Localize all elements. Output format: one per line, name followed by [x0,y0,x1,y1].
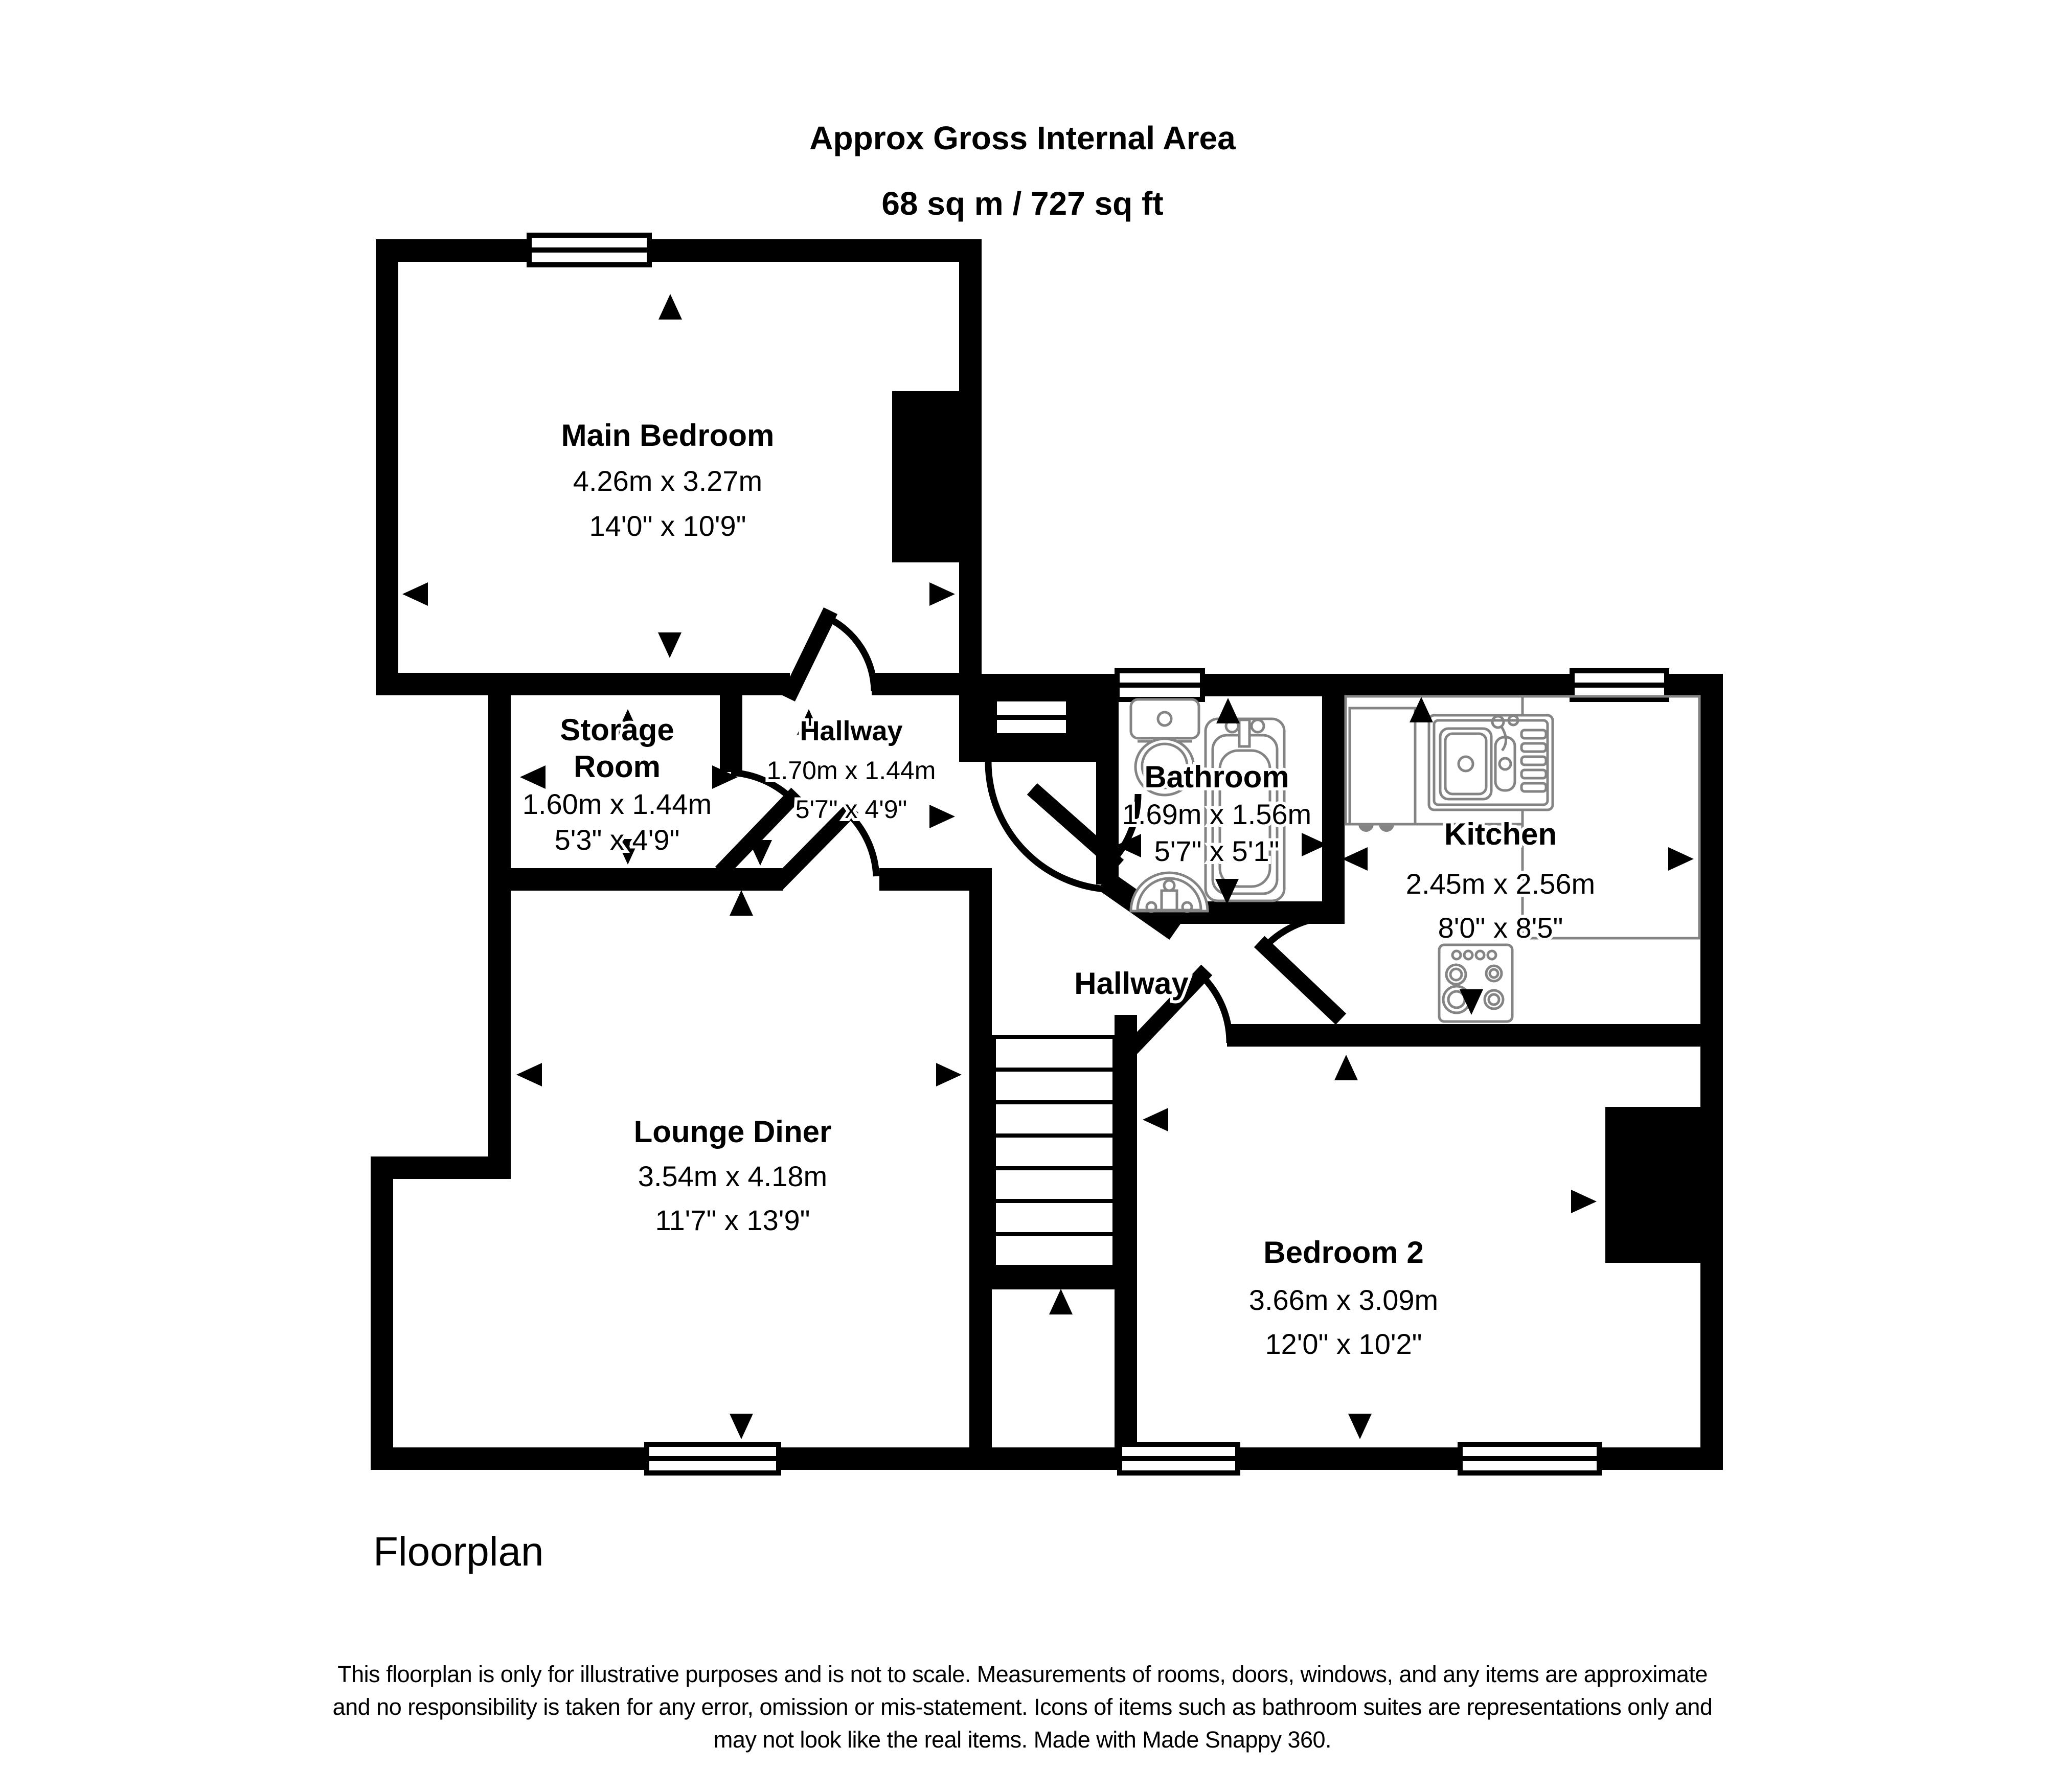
title-line1: Approx Gross Internal Area [809,120,1236,156]
wall-bedroom-bottom-left [376,673,790,695]
wall-lounge-left-lower [371,1179,393,1470]
wall-bedroom-right [959,239,982,695]
dim-bedroom2-imperial: 12'0" x 10'2" [1265,1328,1422,1360]
window-bedroom2-left [1120,1444,1238,1473]
wall-bedroom-left [376,239,398,695]
wall-bedroom2-left [1115,1015,1137,1470]
arrow-right-icon [1668,847,1694,871]
title-line2: 68 sq m / 727 sq ft [881,185,1164,222]
arrow-right-icon [929,582,955,606]
wall-storage-right [720,695,742,772]
dim-lounge-metric: 3.54m x 4.18m [638,1160,828,1192]
arrow-up-icon [1334,1055,1358,1080]
arrow-left-icon [1143,1108,1168,1131]
arrow-left-icon [402,582,428,606]
label-storage-line2: Room [574,750,661,784]
label-bathroom: Bathroom [1144,760,1289,794]
label-hallway-top: Hallway [800,716,903,746]
stove-icon [1439,945,1512,1022]
label-lounge: Lounge Diner [633,1115,832,1149]
disclaimer-line1: This floorplan is only for illustrative purposes and is not to scale. Measurements of rooms, doors, windows, and any items are approximate [337,1661,1708,1687]
arrow-right-icon [1571,1190,1597,1213]
dim-hallway-top-metric: 1.70m x 1.44m [766,756,936,785]
dim-bathroom-imperial: 5'7" x 5'1" [1154,835,1280,867]
dim-main-bedroom-metric: 4.26m x 3.27m [573,465,763,497]
dim-storage-imperial: 5'3" x 4'9" [554,824,680,856]
arrow-right-icon [936,1063,962,1086]
arrow-down-icon [1348,1414,1372,1439]
disclaimer-line2: and no responsibility is taken for any error, omission or mis-statement. Icons of items such as bathroom suites are representations only and [332,1694,1713,1720]
caption-floorplan: Floorplan [373,1529,544,1574]
arrow-up-icon [658,294,682,320]
disclaimer-line3: may not look like the real items. Made with Made Snappy 360. [713,1727,1332,1753]
dim-bedroom2-metric: 3.66m x 3.09m [1248,1284,1439,1316]
wall-bedroom-top [376,239,982,262]
window-main-bedroom [529,235,649,265]
window-bedroom2-right [1460,1444,1599,1473]
appliance-icon [1350,708,1415,832]
dim-main-bedroom-imperial: 14'0" x 10'9" [589,510,746,542]
dim-kitchen-imperial: 8'0" x 8'5" [1438,912,1563,944]
wall-lounge-step [371,1156,511,1179]
basin-icon [1131,873,1208,912]
arrow-down-icon [730,1414,753,1439]
arrow-down-icon [658,632,681,658]
arrow-left-icon [520,765,546,789]
door-main-bedroom [791,618,874,691]
kitchen-sink-icon [1429,715,1553,810]
label-storage-line1: Storage [560,713,674,747]
window-lounge [647,1444,779,1473]
arrow-up-icon [1049,1289,1073,1314]
dim-storage-metric: 1.60m x 1.44m [522,788,712,820]
labels [333,120,1713,1753]
wall-lounge-divider [969,868,992,1470]
arrow-up-icon [1216,698,1240,723]
front-door-glazing [997,701,1066,733]
dim-hallway-top-imperial: 5'7" x 4'9" [795,795,907,824]
wall-bathroom-kitchen-divider [1322,696,1345,924]
arrow-right-icon [929,805,955,828]
dim-kitchen-metric: 2.45m x 2.56m [1405,868,1596,900]
wall-bedroom2-top [1227,1024,1700,1047]
wall-stairs-bottom [969,1267,1137,1289]
wall-storage-bottom [488,868,783,891]
wall-storage-lounge-left [488,695,511,1179]
label-hallway-main: Hallway [1074,966,1189,1001]
dim-bathroom-metric: 1.69m x 1.56m [1122,798,1312,830]
stairs [994,1037,1115,1267]
label-main-bedroom: Main Bedroom [561,418,775,452]
arrow-up-icon [730,890,753,916]
door-kitchen [1265,917,1338,1014]
arrow-down-icon [748,840,772,866]
wall-right-outer [1700,674,1723,1470]
arrow-left-icon [1342,847,1368,871]
label-kitchen: Kitchen [1444,817,1557,851]
label-bedroom2: Bedroom 2 [1263,1235,1424,1269]
arrow-left-icon [516,1063,542,1086]
dim-lounge-imperial: 11'7" x 13'9" [655,1204,810,1236]
chimney-main-bedroom [892,391,959,562]
chimney-bedroom2 [1605,1107,1700,1263]
window-bathroom [1117,671,1202,699]
